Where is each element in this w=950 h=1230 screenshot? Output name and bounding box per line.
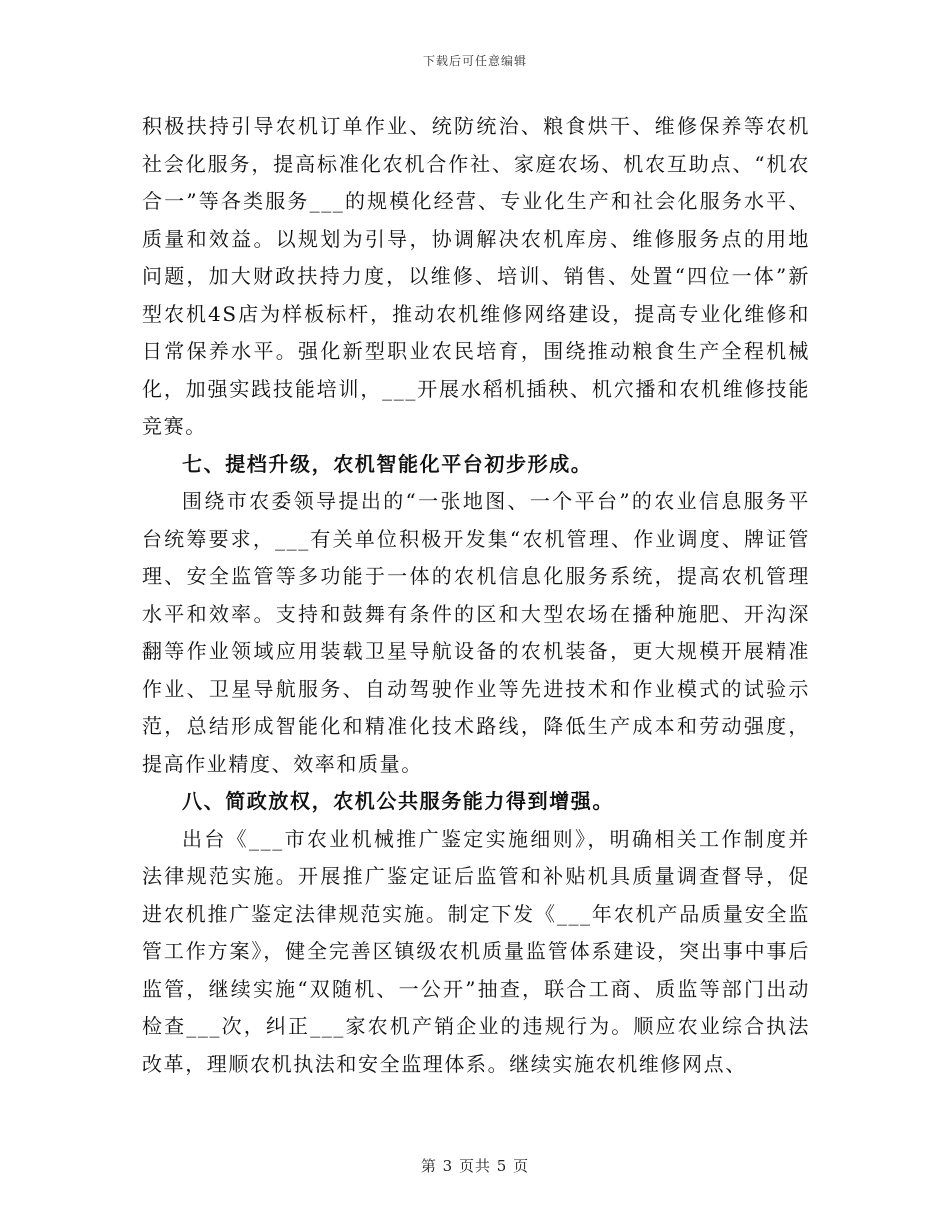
section-heading-8: 八、简政放权，农机公共服务能力得到增强。 [182,789,614,813]
paragraph-intelligent-platform: 围绕市农委领导提出的“一张地图、一个平台”的农业信息服务平台统筹要求，___有关单位积极开发集“农机管理、作业调度、牌证管理、安全监管等多功能于一体的农机信息化服务系统，提高农机管理水平和效率。支持和鼓舞有条件的区和大型农场在播种施肥、开沟深翻等作业领域应用装载卫星导航设备的农机装备，更大规模开展精准作业、卫星导航服务、自动驾驶作业等先进技术和作业模式的试验示范，总结形成智能化和精准化技术路线，降低生产成本和劳动强度，提高作业精度、效率和质量。 [142,489,810,776]
section-heading-7: 七、提档升级，农机智能化平台初步形成。 [182,451,593,476]
page-number-footer: 第 3 页共 5 页 [420,1157,530,1175]
paragraph-services: 积极扶持引导农机订单作业、统防统治、粮食烘干、维修保养等农机社会化服务，提高标准化农机合作社、家庭农场、机农互助点、“机农合一”等各类服务___的规模化经营、专业化生产和社会化服务水平、质量和效益。以规划为引导，协调解决农机库房、维修服务点的用地问题，加大财政扶持力度，以维修、培训、销售、处置“四位一体”新型农机4S店为样板标杆，推动农机维修网络建设，提高专业化维修和日常保养水平。强化新型职业农民培育，围绕推动粮食生产全程机械化，加强实践技能培训，___开展水稻机插秧、机穴播和农机维修技能竞赛。 [142,114,810,438]
paragraph-public-service: 出台《___市农业机械推广鉴定实施细则》，明确相关工作制度并法律规范实施。开展推广鉴定证后监管和补贴机具质量调查督导，促进农机推广鉴定法律规范实施。制定下发《___年农机产品质量安全监管工作方案》，健全完善区镇级农机质量监管体系建设，突出事中事后监管，继续实施“双随机、一公开”抽查，联合工商、质监等部门出动检查___次，纠正___家农机产销企业的违规行为。顺应农业综合执法改革，理顺农机执法和安全监理体系。继续实施农机维修网点、 [142,826,810,1076]
document-body [142,108,810,1083]
page-header-note: 下载后可任意编辑 [422,54,527,68]
